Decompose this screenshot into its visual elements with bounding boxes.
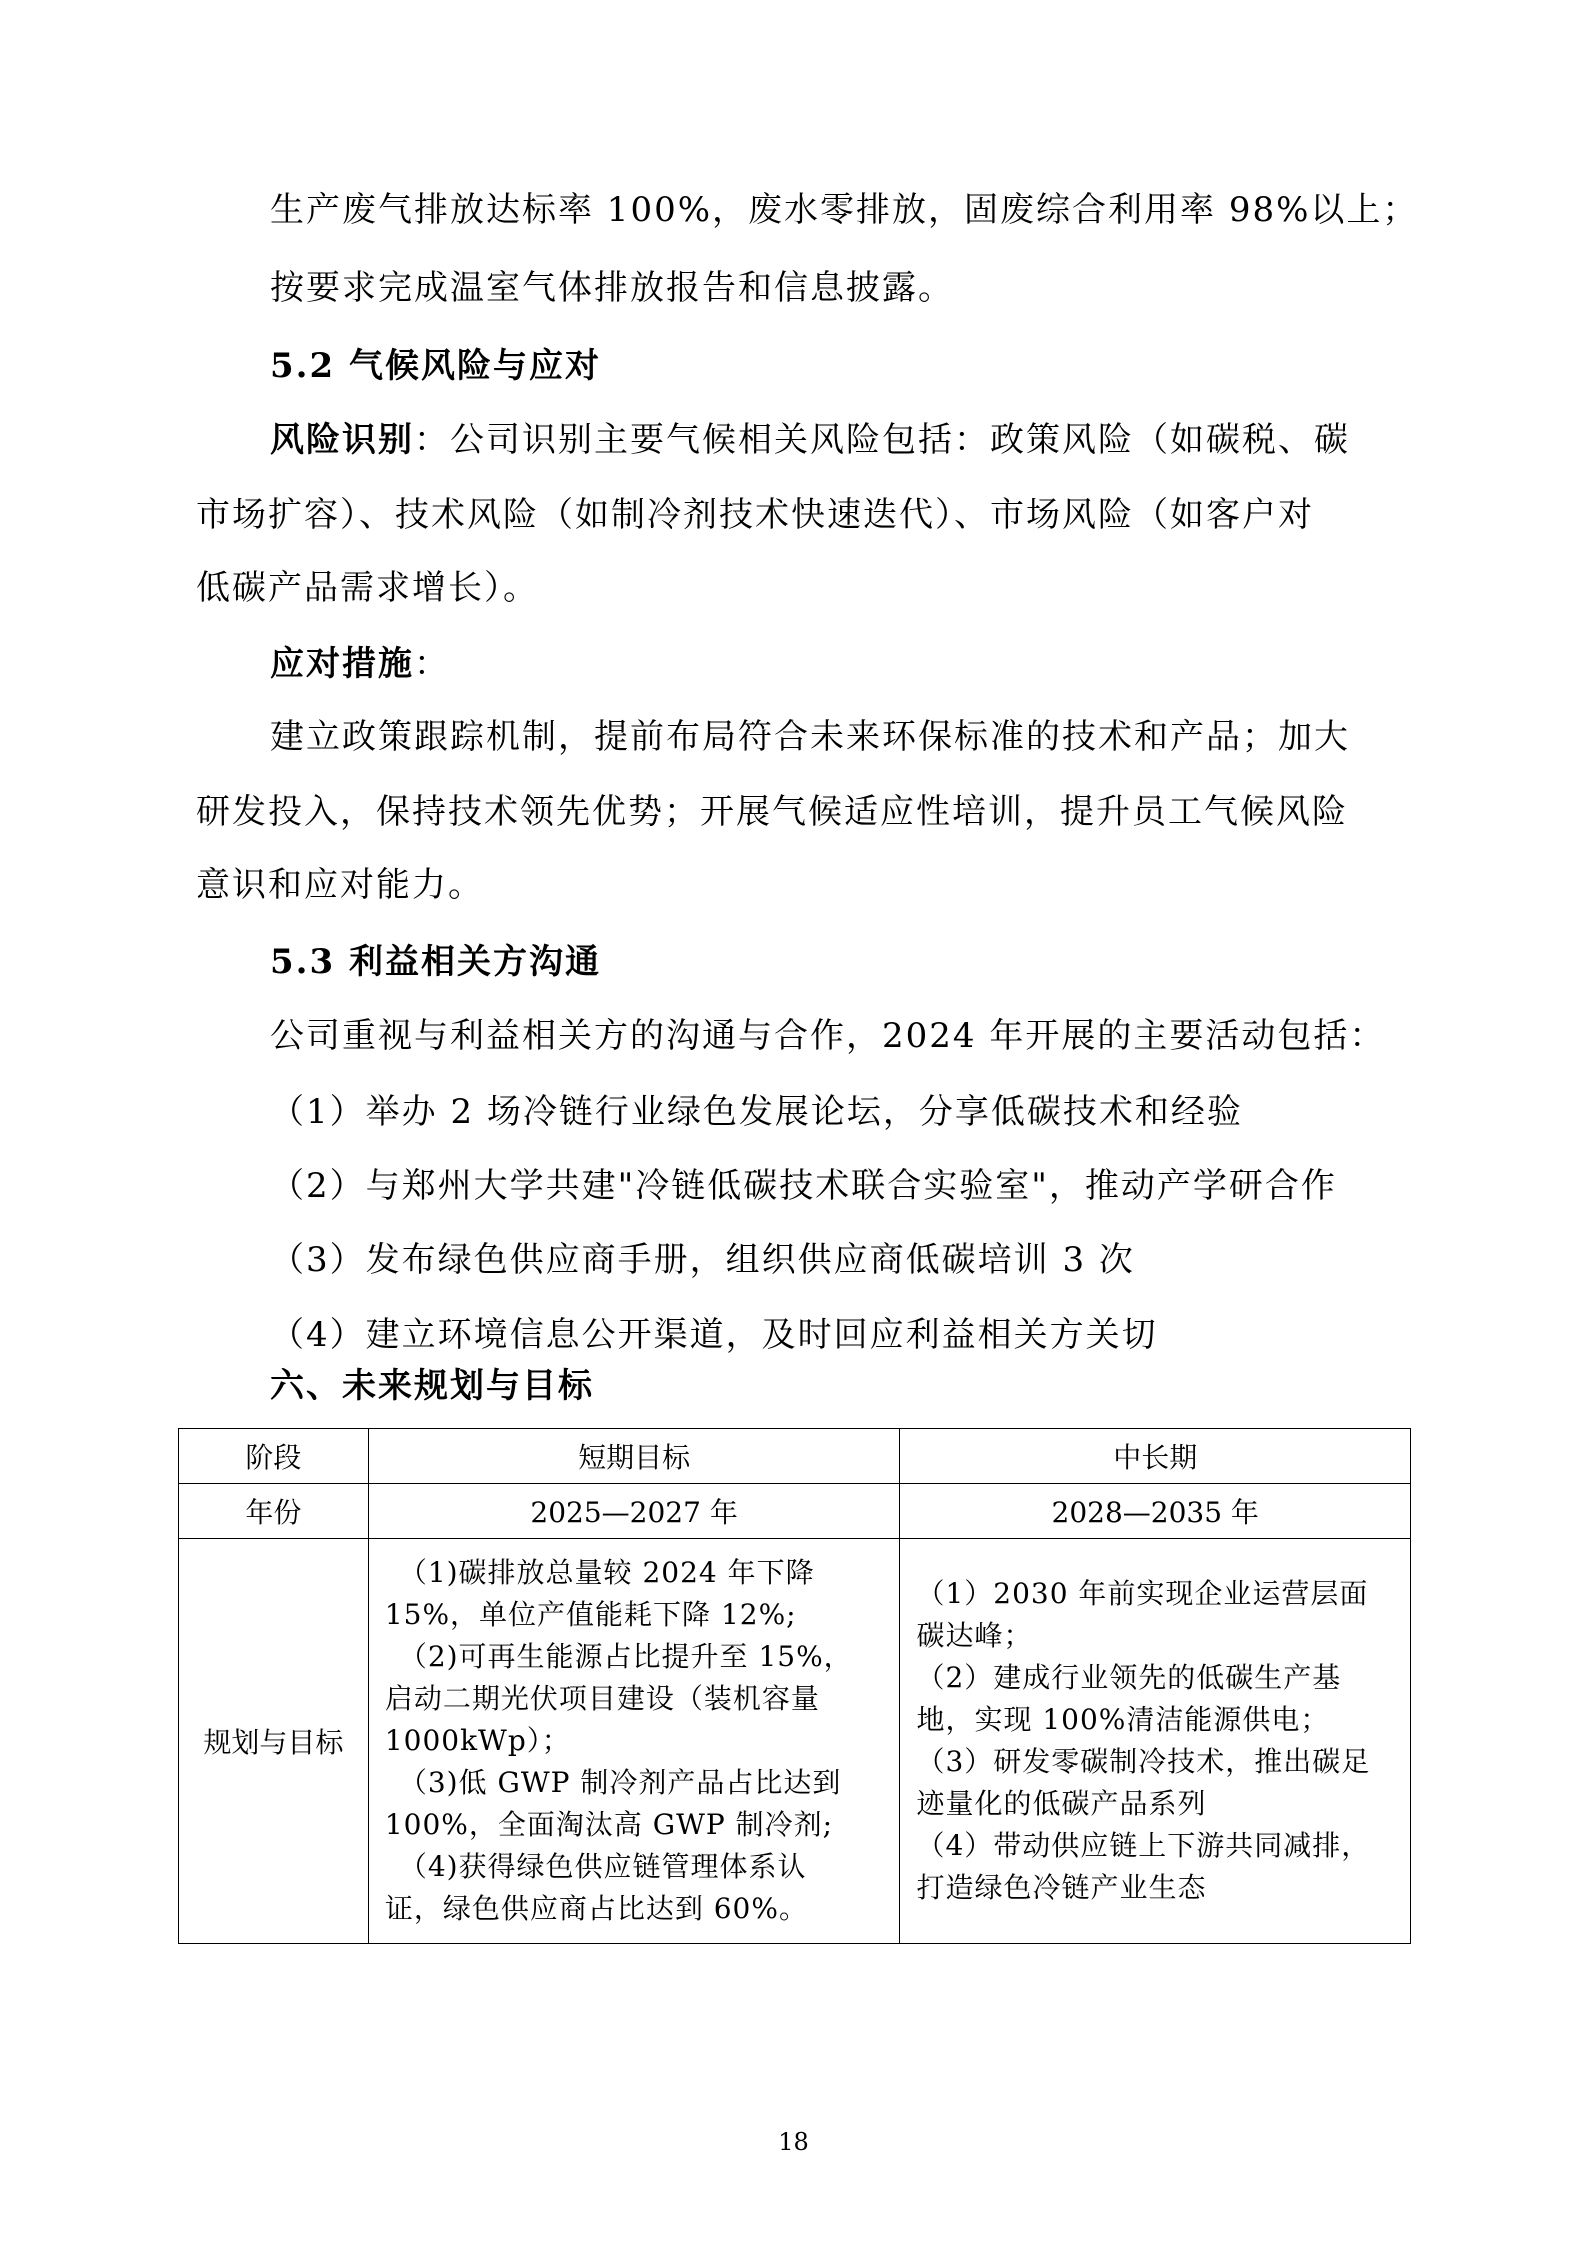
paragraph-line: 意识和应对能力。 — [196, 865, 484, 905]
cell-line: 100%，全面淘汰高 GWP 制冷剂; — [384, 1808, 834, 1841]
table-cell: 中长期 — [900, 1429, 1411, 1484]
paragraph-line: 市场扩容）、技术风险（如制冷剂技术快速迭代）、市场风险（如客户对 — [196, 495, 1314, 535]
cell-line: （1）2030 年前实现企业运营层面 — [916, 1577, 1369, 1610]
short-term-cell — [368, 1539, 900, 1944]
paragraph-line: 生产废气排放达标率 100%，废水零排放，固废综合利用率 98%以上； — [270, 190, 1419, 230]
measure-label: 应对措施 — [270, 644, 414, 684]
paragraph-line: 低碳产品需求增长）。 — [196, 568, 539, 608]
page-number: 18 — [778, 2128, 809, 2156]
risk-paragraph-line — [270, 418, 1350, 462]
cell-line: 打造绿色冷链产业生态 — [916, 1871, 1207, 1904]
cell-line: （2）建成行业领先的低碳生产基 — [916, 1661, 1342, 1694]
plan-table — [178, 1428, 1411, 1944]
table-cell: 2025—2027 年 — [368, 1484, 900, 1539]
cell-line: （3)低 GWP 制冷剂产品占比达到 — [398, 1766, 842, 1799]
list-item: （3）发布绿色供应商手册，组织供应商低碳培训 3 次 — [270, 1240, 1135, 1280]
cell-line: 碳达峰； — [916, 1619, 1033, 1652]
cell-line: （1)碳排放总量较 2024 年下降 — [398, 1556, 815, 1589]
short-term-item — [385, 1636, 886, 1762]
cell-line: （3）研发零碳制冷技术，推出碳足 — [916, 1745, 1371, 1778]
paragraph-line: 按要求完成温室气体排放报告和信息披露。 — [270, 268, 954, 308]
list-item: （4）建立环境信息公开渠道，及时回应利益相关方关切 — [270, 1315, 1158, 1355]
section-heading-5-2: 5.2 气候风险与应对 — [270, 346, 601, 386]
paragraph-line: 公司重视与利益相关方的沟通与合作，2024 年开展的主要活动包括： — [270, 1016, 1386, 1056]
cell-line: 迹量化的低碳产品系列 — [916, 1787, 1207, 1820]
table-row — [179, 1484, 1411, 1539]
cell-line: （2)可再生能源占比提升至 15%， — [398, 1640, 853, 1673]
long-term-item — [916, 1657, 1396, 1741]
short-term-item — [385, 1762, 886, 1846]
table-cell: 阶段 — [179, 1429, 369, 1484]
short-term-item — [385, 1846, 886, 1930]
paragraph-line: 建立政策跟踪机制，提前布局符合未来环保标准的技术和产品；加大 — [270, 717, 1350, 757]
cell-line: 15%，单位产值能耗下降 12%; — [384, 1598, 797, 1631]
list-item: （2）与郑州大学共建"冷链低碳技术联合实验室"，推动产学研合作 — [270, 1166, 1337, 1206]
table-row — [179, 1429, 1411, 1484]
table-row — [179, 1539, 1411, 1944]
long-term-item — [916, 1573, 1396, 1657]
section-heading-6: 六、未来规划与目标 — [270, 1366, 594, 1406]
long-term-cell — [900, 1539, 1411, 1944]
table-cell: 2028—2035 年 — [900, 1484, 1411, 1539]
section-heading-5-3: 5.3 利益相关方沟通 — [270, 942, 601, 982]
paragraph-line: 研发投入，保持技术领先优势；开展气候适应性培训，提升员工气候风险 — [196, 792, 1348, 832]
table-cell: 年份 — [179, 1484, 369, 1539]
risk-label: 风险识别 — [270, 420, 414, 460]
short-term-item — [385, 1552, 886, 1636]
table-cell: 短期目标 — [368, 1429, 900, 1484]
list-item: （1）举办 2 场冷链行业绿色发展论坛，分享低碳技术和经验 — [270, 1092, 1243, 1132]
cell-line: 地，实现 100%清洁能源供电； — [916, 1703, 1330, 1736]
long-term-item — [916, 1741, 1396, 1825]
cell-line: 1000kWp）； — [384, 1724, 571, 1757]
cell-line: 证，绿色供应商占比达到 60%。 — [384, 1892, 808, 1925]
table-cell: 规划与目标 — [179, 1539, 369, 1944]
risk-text: ：公司识别主要气候相关风险包括：政策风险（如碳税、碳 — [414, 420, 1350, 460]
cell-line: 启动二期光伏项目建设（装机容量 — [384, 1682, 820, 1715]
measure-heading — [270, 642, 450, 686]
long-term-item — [916, 1825, 1396, 1909]
cell-line: （4)获得绿色供应链管理体系认 — [398, 1850, 807, 1883]
cell-line: （4）带动供应链上下游共同减排， — [916, 1829, 1371, 1862]
measure-colon: ： — [414, 644, 450, 684]
